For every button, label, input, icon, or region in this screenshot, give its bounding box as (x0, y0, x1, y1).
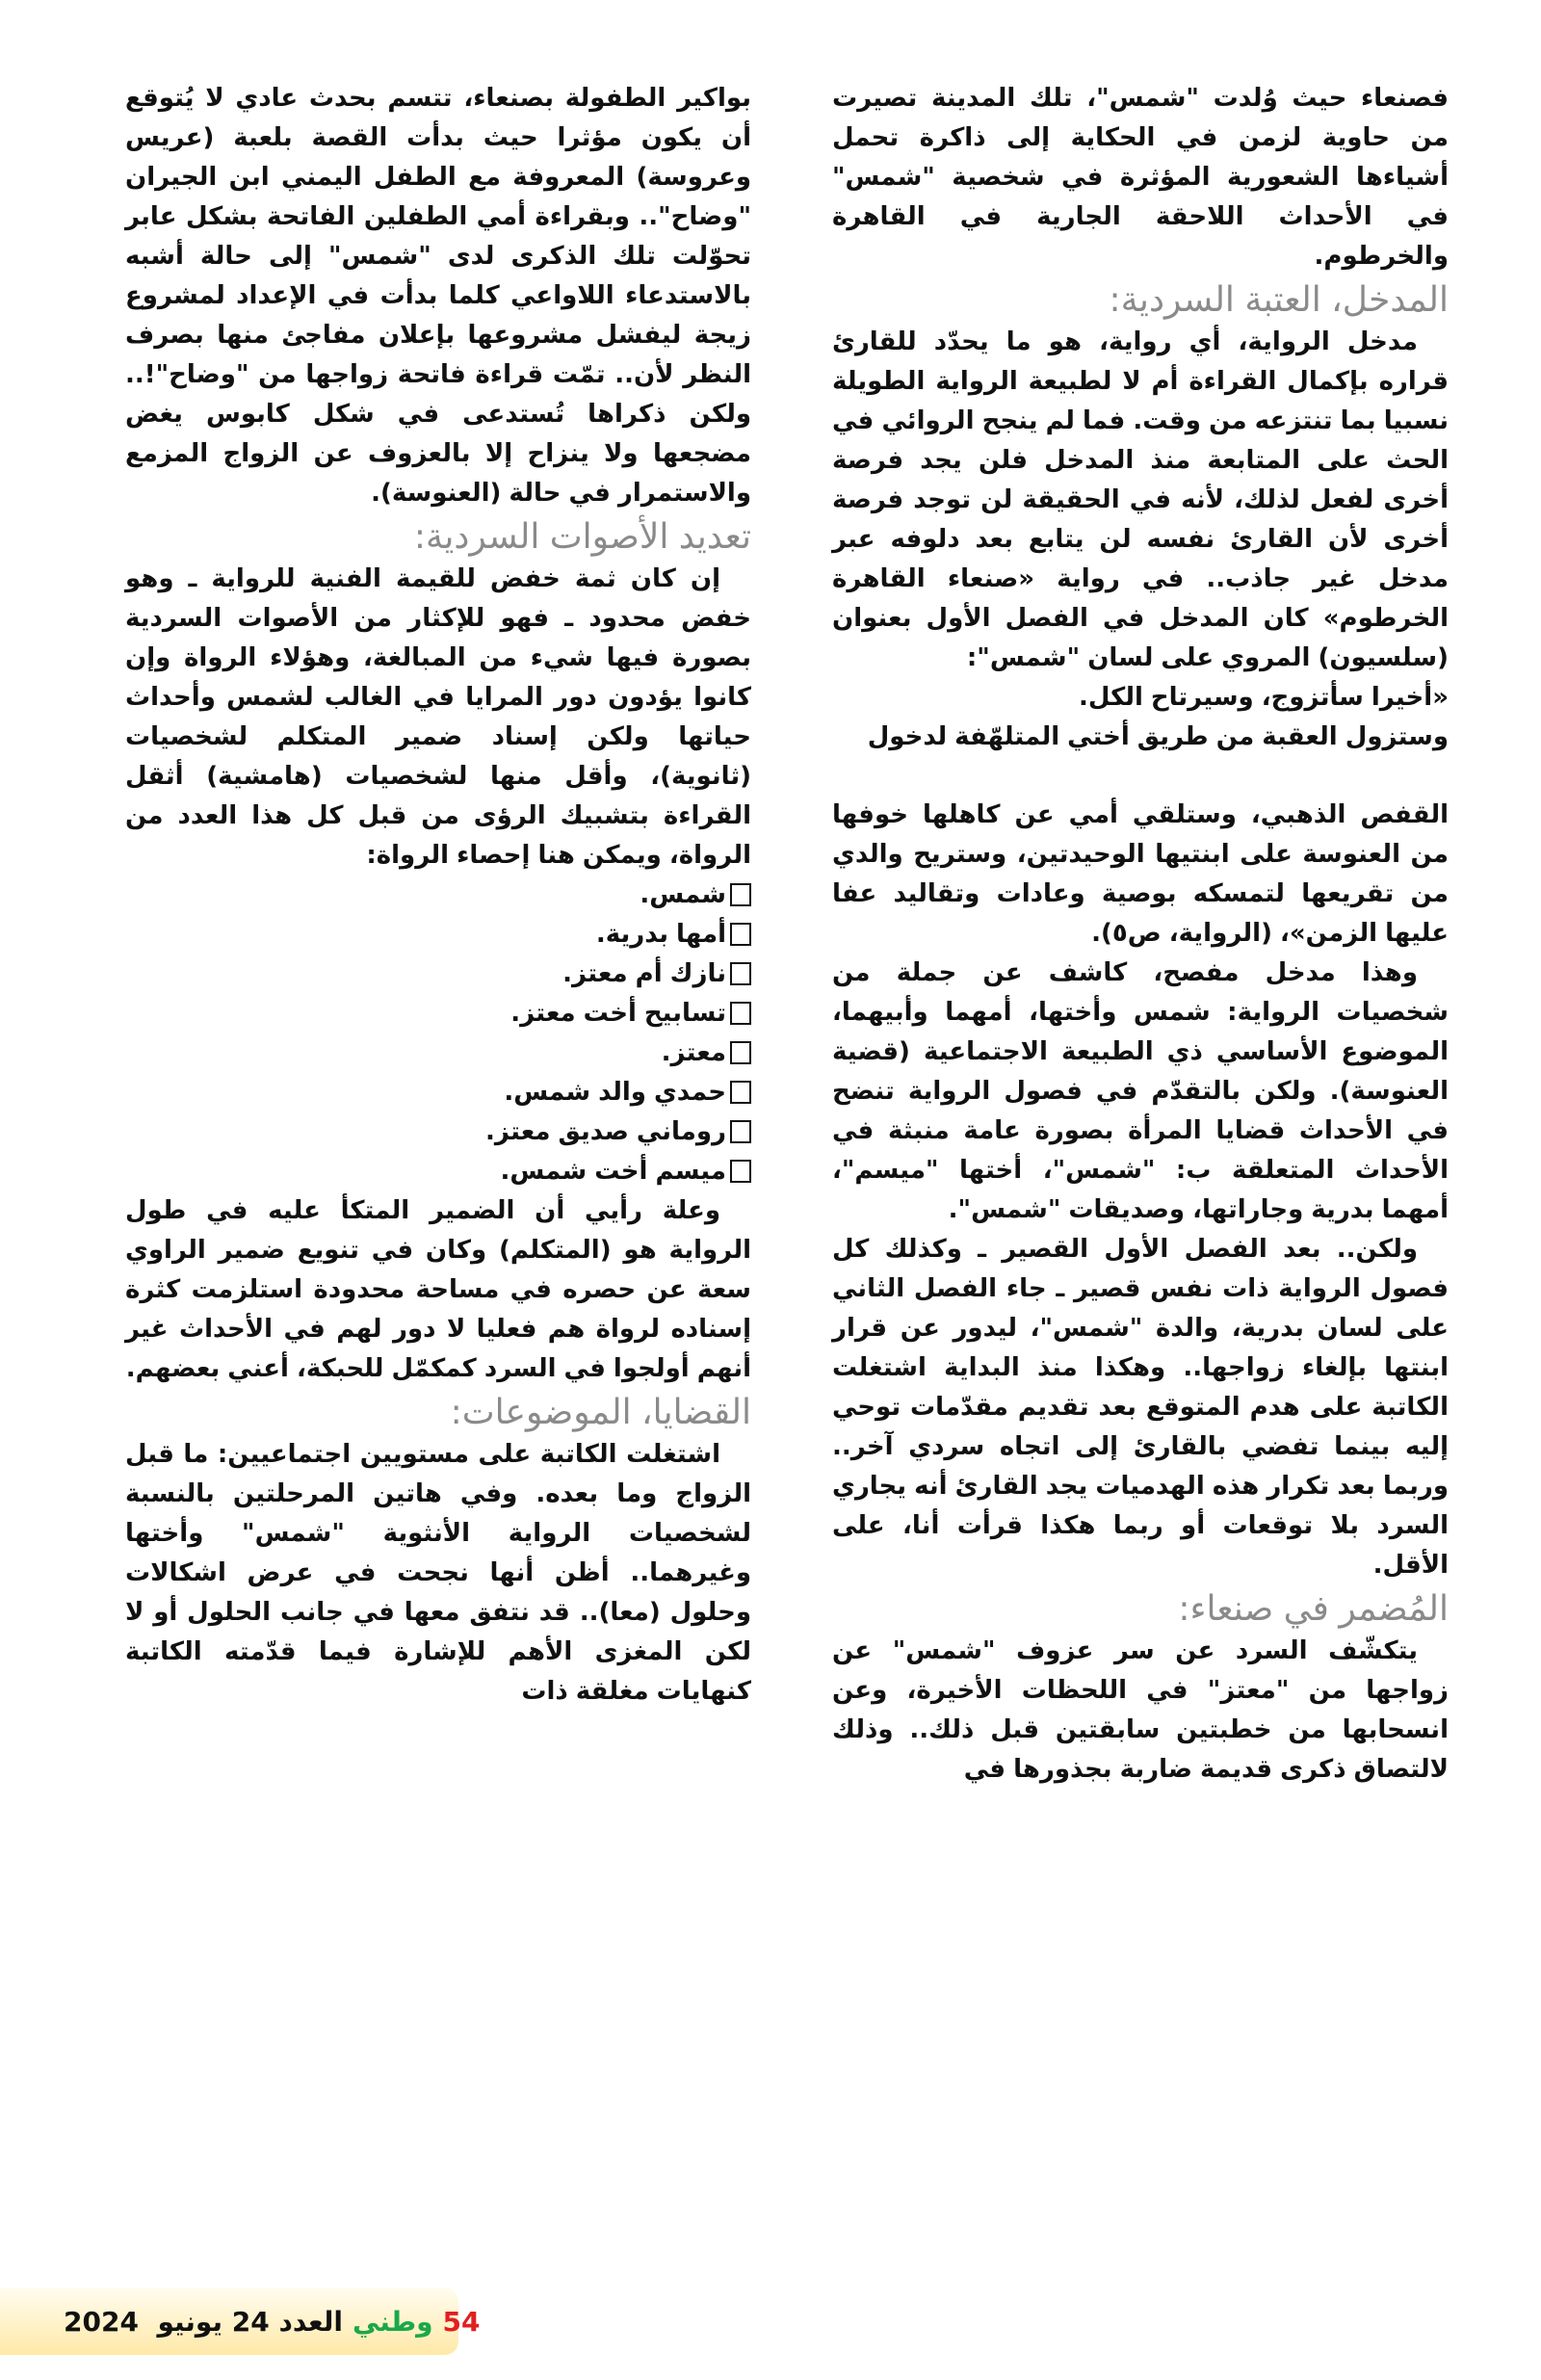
quote-line: وستزول العقبة من طريق أختي المتلهّفة لدخول (867, 722, 1449, 751)
narrator-name: معتز. (661, 1038, 726, 1067)
narrator-name: أمها بدرية. (595, 920, 726, 949)
footer-month: يونيو (157, 2305, 223, 2338)
quote-line: «أخيرا سأتزوج، وسيرتاح الكل. (1078, 683, 1449, 712)
narrator-name: ميسم أخت شمس. (500, 1157, 726, 1186)
paragraph: وعلة رأيي أن الضمير المتكأ عليه في طول الرواية هو (المتكلم) وكان في تنويع ضمير الراوي سعة عن حصره في مساحة محدودة استلزمت كثرة إسناده لرواة هم فعليا لا دور لهم في الأحداث غير أنهم أولجوا في السرد كمكمّل للحبكة، أعني بعضهم. (125, 1196, 751, 1383)
checkbox-icon (730, 1081, 751, 1104)
list-item (125, 1073, 751, 1112)
checkbox-icon (730, 883, 751, 906)
section-heading: تعديد الأصوات السردية: (413, 517, 751, 557)
list-item (125, 876, 751, 915)
paragraph: بواكير الطفولة بصنعاء، تتسم بحدث عادي لا يُتوقع أن يكون مؤثرا حيث بدأت القصة بلعبة (عريس وعروسة) المعروفة مع الطفل اليمني ابن الجيران "وضاح".. وبقراءة أمي الطفلين الفاتحة بشكل عابر تحوّلت تلك الذكرى لدى "شمس" إلى حالة أشبه بالاستدعاء اللاواعي كلما بدأت في الإعداد لمشروع زيجة ليفشل مشروعها بإعلان مفاجئ منها بصرف النظر لأن.. تمّت قراءة فاتحة زواجها من "وضاح"!.. ولكن ذكراها تُستدعى في شكل كابوس يغض مضجعها ولا ينزاح إلا بالعزوف عن الزواج المزمع والاستمرار في حالة (العنوسة). (125, 84, 751, 508)
checkbox-icon (730, 1120, 751, 1143)
quote-continuation: القفص الذهبي، وستلقي أمي عن كاهلها خوفها من العنوسة على ابنتيها الوحيدتين، وستريح والدي من تقريعها لتمسكه بوصية وعادات وتقاليد عفا عليها الزمن»، (الرواية، ص٥). (832, 800, 1449, 948)
paragraph: اشتغلت الكاتبة على مستويين اجتماعيين: ما قبل الزواج وما بعده. وفي هاتين المرحلتين بالنسبة لشخصيات الرواية الأنثوية "شمس" وأختها وغيرهما.. أظن أنها نجحت في عرض اشكالات وحلول (معا).. قد نتفق معها في جانب الحلول أو لا لكن المغزى الأهم للإشارة فيما قدّمته الكاتبة كنهايات مغلقة ذات (125, 1440, 751, 1706)
narrator-name: نازك أم معتز. (562, 959, 726, 988)
list-item (125, 915, 751, 955)
checkbox-icon (730, 962, 751, 985)
list-item (125, 955, 751, 994)
checkbox-icon (730, 1160, 751, 1183)
footer-issue: العدد 24 (231, 2305, 343, 2338)
list-item (125, 1152, 751, 1191)
footer-year: 2024 (64, 2305, 139, 2338)
paragraph: ولكن.. بعد الفصل الأول القصير ـ وكذلك كل فصول الرواية ذات نفس قصير ـ جاء الفصل الثاني على لسان بدرية، والدة "شمس"، ليدور عن قرار ابنتها بإلغاء زواجها.. وهكذا منذ البداية اشتغلت الكاتبة على هدم المتوقع بعد تقديم مقدّمات توحي إليه بينما تفضي بالقارئ إلى اتجاه سردي آخر.. وربما بعد تكرار هذه الهدميات يجد القارئ أنه يجاري السرد بلا توقعات أو ربما هكذا قرأت أنا، على الأقل. (832, 1235, 1449, 1580)
narrator-name: حمدي والد شمس. (504, 1078, 726, 1107)
checkbox-icon (730, 1002, 751, 1025)
narrator-name: روماني صديق معتز. (485, 1117, 726, 1146)
narrator-name: شمس. (640, 880, 726, 909)
paragraph: يتكشّف السرد عن سر عزوف "شمس" عن زواجها من "معتز" في اللحظات الأخيرة، وعن انسحابها من خطبتين سابقتين قبل ذلك.. وذلك لالتصاق ذكرى قديمة ضاربة بجذورها في (832, 1636, 1449, 1784)
checkbox-icon (730, 1041, 751, 1064)
article-column-right (832, 79, 1449, 2294)
paragraph: وهذا مدخل مفصح، كاشف عن جملة من شخصيات الرواية: شمس وأختها، أمهما وأبيهما، الموضوع الأساسي ذي الطبيعة الاجتماعية (قضية العنوسة). ولكن بالتقدّم في فصول الرواية تنضح في الأحداث قضايا المرأة بصورة عامة منبثة في الأحداث المتعلقة ب: "شمس"، أختها "ميسم"، أمهما بدرية وجاراتها، وصديقات "شمس". (832, 958, 1449, 1224)
article-column-left (125, 79, 751, 2265)
magazine-name: وطني (352, 2305, 433, 2338)
list-item (125, 1033, 751, 1073)
paragraph: مدخل الرواية، أي رواية، هو ما يحدّد للقارئ قراره بإكمال القراءة أم لا لطبيعة الرواية الطويلة نسبيا بما تنتزعه من وقت. فما لم ينجح الروائي في الحث على المتابعة منذ المدخل فلن يجد فرصة أخرى لفعل لذلك، لأنه في الحقيقة لن توجد فرصة أخرى لأن القارئ نفسه لن يتابع بعد دلوفه عبر مدخل غير جاذب.. في رواية «صنعاء القاهرة الخرطوم» كان المدخل في الفصل الأول بعنوان (سلسيون) المروي على لسان "شمس": (832, 327, 1449, 672)
page-number: 54 (442, 2305, 481, 2338)
list-item (125, 1112, 751, 1152)
narrator-name: تسابيح أخت معتز. (510, 999, 726, 1028)
section-heading: المدخل، العتبة السردية: (1109, 280, 1449, 320)
section-heading: المُضمر في صنعاء: (1178, 1589, 1449, 1629)
page-footer (0, 2288, 481, 2355)
section-heading: القضايا، الموضوعات: (450, 1393, 751, 1432)
list-item (125, 994, 751, 1033)
narrators-list (125, 876, 751, 1191)
column-gap (832, 757, 1449, 796)
paragraph: فصنعاء حيث وُلدت "شمس"، تلك المدينة تصيرت من حاوية لزمن في الحكاية إلى ذاكرة تحمل أشياءها الشعورية المؤثرة في شخصية "شمس" في الأحداث اللاحقة الجارية في القاهرة والخرطوم. (832, 84, 1449, 271)
paragraph: إن كان ثمة خفض للقيمة الفنية للرواية ـ وهو خفض محدود ـ فهو للإكثار من الأصوات السردية بصورة فيها شيء من المبالغة، وهؤلاء الرواة وإن كانوا يؤدون دور المرايا في الغالب لشمس وأحداث حياتها ولكن إسناد ضمير المتكلم لشخصيات (ثانوية)، وأقل منها لشخصيات (هامشية) أثقل القراءة بتشبيك الرؤى من قبل كل هذا العدد من الرواة، ويمكن هنا إحصاء الرواة: (125, 564, 751, 870)
checkbox-icon (730, 923, 751, 946)
